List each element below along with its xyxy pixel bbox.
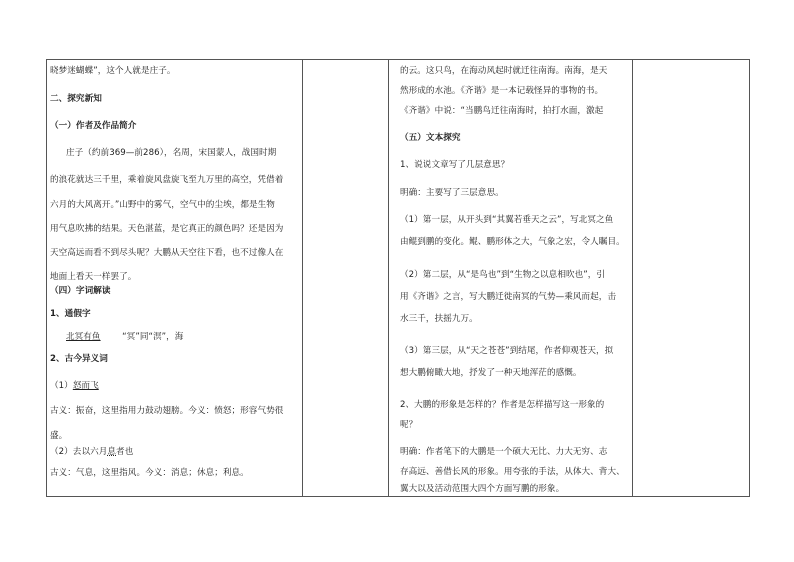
definition-line: 盛。: [50, 431, 68, 441]
layer-line: 想大鹏俯瞰大地，抒发了一种天地浑茫的感慨。: [400, 368, 582, 378]
definition-line: 古义：气息，这里指风。今义：消息；休息；利息。: [50, 468, 249, 478]
layer-line: （3）第三层，从“天之苍苍”到结尾，作者仰观苍天，拟: [400, 346, 614, 356]
subsection-title: （五）文本探究: [400, 133, 461, 143]
bio-line: 用气息吹拂的结果。天色湛蓝，是它真正的颜色吗？还是因为: [50, 224, 284, 234]
answer: 存高远、善借长风的形象。用夸张的手法，从体大、背大、: [400, 467, 625, 477]
subsection-title: （四）字词解读: [50, 286, 111, 296]
item-word: 怒而飞: [72, 381, 99, 391]
item-title: 1、通假字: [50, 309, 91, 319]
item-label: （1）: [50, 381, 73, 391]
tongjia-note: “冥”同“溟”，海: [122, 332, 184, 342]
gujin-item-2: （2）去以六月息者也: [50, 447, 134, 457]
intro-line: 晓梦迷蝴蝶”，这个人就是庄子。: [50, 66, 176, 76]
column-divider: [632, 60, 633, 496]
layer-line: 由鲲到鹏的变化。鲲、鹏形体之大，气象之宏，令人瞩目。: [400, 237, 625, 247]
lesson-table: [46, 59, 750, 497]
gujin-item-1: [50, 380, 99, 392]
section-title: 二、探究新知: [50, 94, 102, 104]
text-line: 然形成的水池。《齐谐》是一本记载怪异的事物的书。: [400, 86, 604, 96]
question: 2、大鹏的形象是怎样的？作者是怎样描写这一形象的: [400, 400, 605, 410]
definition-line: 古义：振奋，这里指用力鼓动翅膀。今义：愤怒；形容气势很: [50, 406, 284, 416]
layer-line: 水三千，扶摇九万。: [400, 314, 478, 324]
item-title: 2、古今异义词: [50, 354, 108, 364]
answer: 明确：主要写了三层意思。: [400, 188, 504, 198]
tongjia-word: [66, 331, 183, 343]
column-divider: [388, 60, 389, 496]
bio-line: 天空高远而看不到尽头呢？大鹏从天空往下看，也不过像人在: [50, 248, 284, 258]
column-divider: [302, 60, 303, 496]
question: 呢？: [400, 420, 418, 430]
tongjia-word-text: 北冥有鱼: [66, 332, 101, 342]
bio-line: 六月的大风离开。”山野中的雾气，空气中的尘埃，都是生物: [50, 200, 275, 210]
answer: 翼大以及活动范围大四个方面写鹏的形象。: [400, 484, 565, 494]
bio-line: 的浪花就达三千里，乘着旋风盘旋飞至九万里的高空，凭借着: [50, 175, 284, 185]
question: 1、说说文章写了几层意思？: [400, 160, 510, 170]
bio-line: 庄子（约前369—前286），名周，宋国蒙人，战国时期: [66, 148, 277, 158]
answer: 明确：作者笔下的大鹏是一个硕大无比、力大无穷、志: [400, 447, 608, 457]
text-line: 的云。这只鸟，在海动风起时就迁往南海。南海，是天: [400, 66, 608, 76]
text-line: 《齐谐》中说：“当鹏鸟迁往南海时，拍打水面，激起: [400, 106, 604, 116]
subsection-title: （一）作者及作品简介: [50, 121, 137, 131]
item-word: 息: [107, 447, 117, 457]
layer-line: 用《齐谐》之言，写大鹏迁徙南冥的气势—乘风而起，击: [400, 292, 617, 302]
bio-line: 地面上看天一样罢了。: [50, 272, 137, 282]
layer-line: （2）第二层，从“是鸟也”到“生物之以息相吹也”，引: [400, 270, 606, 280]
layer-line: （1）第一层，从开头到“其翼若垂天之云”，写北冥之鱼: [400, 215, 614, 225]
